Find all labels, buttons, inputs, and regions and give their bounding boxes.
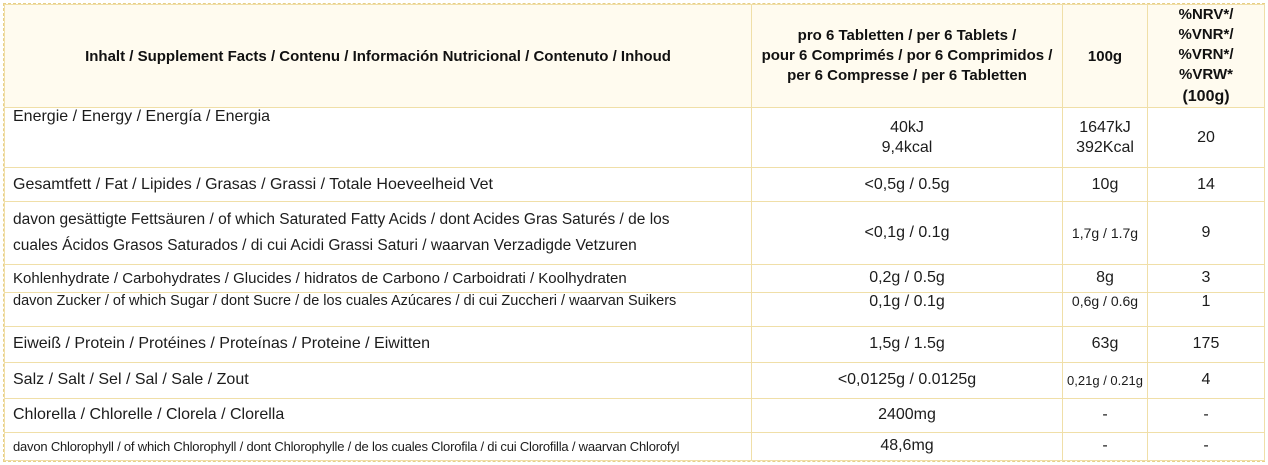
row-per-100g: 0,6g / 0.6g <box>1063 292 1148 326</box>
row-serving: 1,5g / 1.5g <box>752 326 1063 362</box>
row-per-100g: 8g <box>1063 264 1148 292</box>
table-row-saturated-fat <box>5 202 1265 264</box>
row-name: Energie / Energy / Energía / Energia <box>5 108 752 168</box>
row-name-line: davon gesättigte Fettsäuren / of which Saturated Fatty Acids / dont Acides Gras Saturés / de los <box>13 210 670 228</box>
row-serving: 48,6mg <box>752 432 1063 460</box>
row-nrv: - <box>1148 398 1265 432</box>
row-per-100g: 10g <box>1063 168 1148 202</box>
header-name: Inhalt / Supplement Facts / Contenu / Información Nutricional / Contenuto / Inhoud <box>5 5 752 108</box>
row-serving: <0,5g / 0.5g <box>752 168 1063 202</box>
row-nrv: 9 <box>1148 202 1265 264</box>
row-name: Gesamtfett / Fat / Lipides / Grasas / Grassi / Totale Hoeveelheid Vet <box>5 168 752 202</box>
row-nrv: 4 <box>1148 362 1265 398</box>
row-per-100g: 63g <box>1063 326 1148 362</box>
header-serving <box>752 5 1063 108</box>
header-nrv <box>1148 5 1265 108</box>
header-serving-line: pour 6 Comprimés / por 6 Comprimidos / <box>761 47 1053 65</box>
row-per-100g: 0,21g / 0.21g <box>1063 362 1148 398</box>
table-row-sugar <box>5 292 1265 326</box>
row-nrv: - <box>1148 432 1265 460</box>
row-per-100g: 1,7g / 1.7g <box>1063 202 1148 264</box>
row-name: Salz / Salt / Sel / Sal / Sale / Zout <box>5 362 752 398</box>
row-serving-line: 9,4kcal <box>881 138 933 156</box>
table-row-energy <box>5 108 1265 168</box>
row-name: Chlorella / Chlorelle / Clorela / Clorella <box>5 398 752 432</box>
header-row <box>5 5 1265 108</box>
table-row-chlorophyll <box>5 432 1265 460</box>
row-serving: <0,1g / 0.1g <box>752 202 1063 264</box>
row-per-100g-line: 1647kJ <box>1079 118 1131 136</box>
row-serving: <0,0125g / 0.0125g <box>752 362 1063 398</box>
row-name: davon Chlorophyll / of which Chlorophyll / dont Chlorophylle / de los cuales Clorofila / di cui Clorofilla / waarvan Chlorofyl <box>5 432 752 460</box>
row-serving <box>752 108 1063 168</box>
row-per-100g: - <box>1063 398 1148 432</box>
row-per-100g <box>1063 108 1148 168</box>
table-row-salt <box>5 362 1265 398</box>
row-per-100g: - <box>1063 432 1148 460</box>
row-name-line: cuales Ácidos Grasos Saturados / di cui Acidi Grassi Saturi / waarvan Verzadigde Vetzuren <box>13 236 637 254</box>
table-row-carbohydrates <box>5 264 1265 292</box>
header-serving-line: pro 6 Tabletten / per 6 Tablets / <box>797 27 1017 45</box>
row-name: Eiweiß / Protein / Protéines / Proteínas / Proteine / Eiwitten <box>5 326 752 362</box>
row-name: Kohlenhydrate / Carbohydrates / Glucides / hidratos de Carbono / Carboidrati / Koolhydraten <box>5 264 752 292</box>
row-serving: 0,2g / 0.5g <box>752 264 1063 292</box>
row-nrv: 20 <box>1148 108 1265 168</box>
header-per-100g: 100g <box>1063 5 1148 108</box>
header-nrv-line: %NRV*/ %VNR*/ <box>1178 6 1234 44</box>
row-serving: 0,1g / 0.1g <box>752 292 1063 326</box>
nutrition-facts-table <box>4 4 1265 461</box>
row-nrv: 3 <box>1148 264 1265 292</box>
row-nrv: 14 <box>1148 168 1265 202</box>
table-row-protein <box>5 326 1265 362</box>
header-serving-line: per 6 Compresse / per 6 Tabletten <box>787 67 1027 85</box>
row-per-100g-line: 392Kcal <box>1076 138 1134 156</box>
row-serving: 2400mg <box>752 398 1063 432</box>
header-nrv-line: %VRN*/ %VRW* <box>1178 46 1234 84</box>
table-row-fat <box>5 168 1265 202</box>
row-nrv: 1 <box>1148 292 1265 326</box>
table-row-chlorella <box>5 398 1265 432</box>
row-name <box>5 202 752 264</box>
row-serving-line: 40kJ <box>890 118 924 136</box>
row-name: davon Zucker / of which Sugar / dont Sucre / de los cuales Azúcares / di cui Zuccheri / waarvan Suikers <box>5 292 752 326</box>
row-nrv: 175 <box>1148 326 1265 362</box>
header-nrv-line: (100g) <box>1182 88 1230 106</box>
